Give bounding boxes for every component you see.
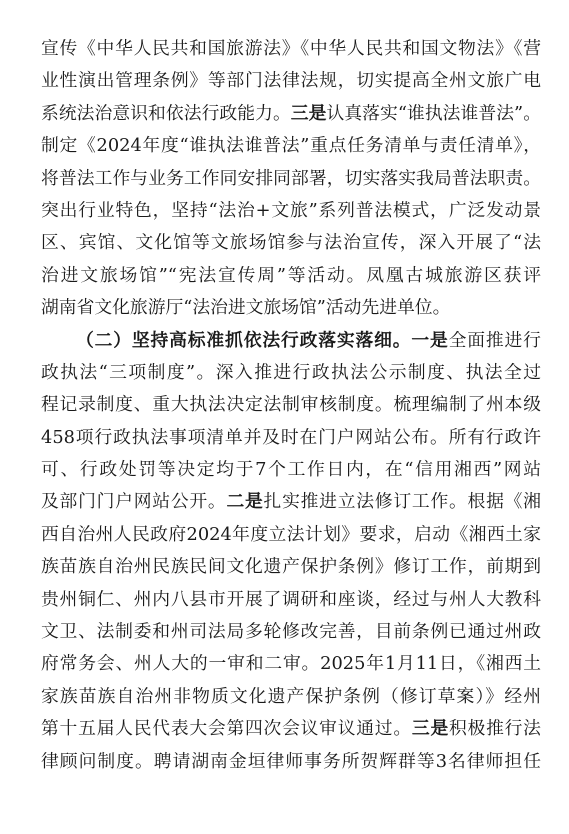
- text-run: 府常务会、州人大的一审和二审。2025年1月11日，《湘西土: [41, 653, 541, 675]
- section-heading: （二）坚持高标准抓依法行政落实落细。: [76, 329, 412, 351]
- text-run: 积极推行法: [449, 718, 541, 740]
- text-run: 治进文旅场馆”“宪法宣传周”等活动。凤凰古城旅游区获评: [41, 264, 541, 286]
- text-run: 可、行政处罚等决定均于7个工作日内，在“信用湘西”网站: [41, 459, 541, 481]
- text-run: 将普法工作与业务工作同安排同部署，切实落实我局普法职责。: [41, 167, 541, 189]
- text-line: [41, 551, 541, 583]
- text-run: 458项行政执法事项清单并及时在门户网站公布。所有行政许: [41, 426, 541, 448]
- text-line: [41, 681, 541, 713]
- text-line: [41, 195, 541, 227]
- text-line: [41, 519, 541, 551]
- text-run: 西自治州人民政府2024年度立法计划》要求，启动《湘西土家: [41, 523, 541, 545]
- text-line: [41, 746, 541, 778]
- text-line: [41, 584, 541, 616]
- text-run-bold: 二是: [226, 491, 264, 513]
- text-run: 制定《2024年度“谁执法谁普法”重点任务清单与责任清单》，: [41, 135, 541, 157]
- text-line: [41, 648, 541, 680]
- text-line: [41, 227, 541, 259]
- text-line: [41, 260, 541, 292]
- text-line: [41, 422, 541, 454]
- text-run: 政执法“三项制度”。深入推进行政执法公示制度、执法全过: [41, 361, 541, 383]
- text-run-bold: 三是: [411, 718, 449, 740]
- text-run: 第十五届人民代表大会第四次会议审议通过。: [41, 718, 412, 740]
- text-run: 及部门门户网站公开。: [41, 491, 227, 513]
- text-line: [41, 454, 541, 486]
- text-run: 突出行业特色，坚持“法治+文旅”系列普法模式，广泛发动景: [41, 199, 541, 221]
- text-line: [41, 357, 541, 389]
- text-line: [41, 713, 541, 745]
- text-run: 湖南省文化旅游厅“法治进文旅场馆”活动先进单位。: [41, 297, 451, 319]
- text-line: [41, 163, 541, 195]
- document-body: [41, 33, 541, 778]
- text-line: [41, 292, 541, 324]
- text-run: 全面推进行: [448, 329, 541, 351]
- text-run: 宣传《中华人民共和国旅游法》《中华人民共和国文物法》《营: [41, 38, 541, 59]
- text-line: [41, 325, 541, 357]
- text-line: [41, 65, 541, 97]
- text-run: 业性演出管理条例》等部门法律法规，切实提高全州文旅广电: [41, 70, 541, 92]
- text-run: 贵州铜仁、州内八县市开展了调研和座谈，经过与州人大教科: [41, 588, 541, 610]
- text-run-bold: 三是: [290, 102, 327, 124]
- text-line: [41, 389, 541, 421]
- text-line: [41, 130, 541, 162]
- text-run: 系统法治意识和依法行政能力。: [41, 102, 291, 124]
- text-run: 家族苗族自治州非物质文化遗产保护条例（修订草案）》经州: [41, 685, 541, 707]
- text-run-bold: 一是: [411, 329, 449, 351]
- text-line: [41, 33, 541, 65]
- text-run: 程记录制度、重大执法决定法制审核制度。梳理编制了州本级: [41, 394, 541, 416]
- text-run: 文卫、法制委和州司法局多轮修改完善，目前条例已通过州政: [41, 621, 541, 643]
- text-line: [41, 616, 541, 648]
- text-run: 认真落实“谁执法谁普法”。: [326, 102, 541, 124]
- text-run: 扎实推进立法修订工作。根据《湘: [263, 491, 541, 513]
- text-line: [41, 98, 541, 130]
- text-run: 律顾问制度。聘请湖南金垣律师事务所贺辉群等3名律师担任: [41, 750, 541, 772]
- text-run: 族苗族自治州民族民间文化遗产保护条例》修订工作，前期到: [41, 556, 541, 578]
- text-run: 区、宾馆、文化馆等文旅场馆参与法治宣传，深入开展了“法: [41, 232, 541, 254]
- text-line: [41, 486, 541, 518]
